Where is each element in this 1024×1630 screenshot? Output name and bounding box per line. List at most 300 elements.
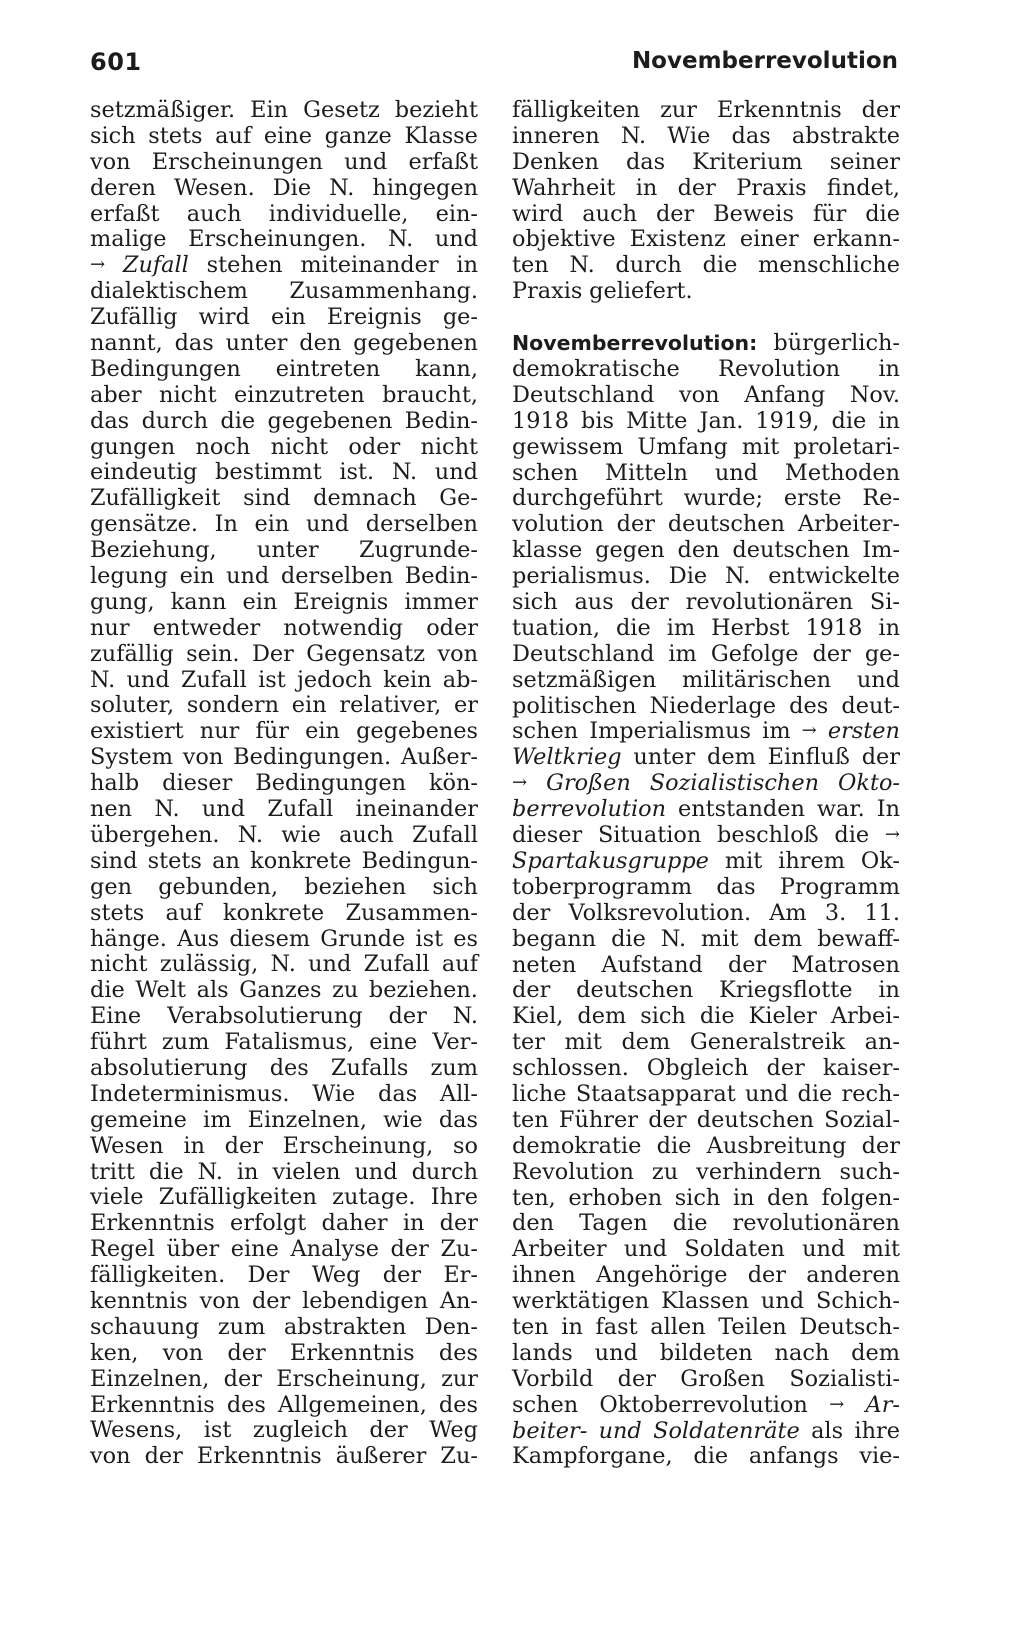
word: Re- xyxy=(862,485,900,512)
word: ein xyxy=(305,718,340,745)
text-line xyxy=(90,98,478,124)
cross-reference-term: Zufall xyxy=(122,252,189,279)
word: an- xyxy=(864,1029,900,1056)
text-line xyxy=(90,642,478,668)
word: 1918 xyxy=(805,614,863,641)
word: und xyxy=(126,666,170,693)
word: malige xyxy=(90,226,167,253)
text-line xyxy=(90,952,478,978)
word: Im- xyxy=(862,537,900,564)
word: Analyse xyxy=(290,1236,379,1263)
word: durchgeführt xyxy=(512,485,663,512)
word: die xyxy=(834,822,870,849)
text-line xyxy=(90,849,478,875)
word: zutage. xyxy=(332,1184,416,1211)
word: eine xyxy=(230,1236,279,1263)
cross-reference-arrow-icon: → xyxy=(90,254,106,276)
word: In xyxy=(214,511,238,538)
text-line xyxy=(90,357,478,383)
word: schlossen. xyxy=(512,1055,629,1082)
word: ist xyxy=(415,925,444,952)
word: Wesen xyxy=(90,1132,164,1159)
word: im xyxy=(666,614,696,641)
word: mit xyxy=(564,1029,602,1056)
word: gegebenen xyxy=(267,407,393,434)
word: sich xyxy=(674,1184,721,1211)
word: in xyxy=(878,356,900,383)
word: Herbst xyxy=(711,614,790,641)
word: zulässig, xyxy=(159,951,259,978)
word: und xyxy=(201,796,246,823)
word: auf xyxy=(441,951,478,978)
word: kenntnis xyxy=(90,1287,188,1314)
word: Schich- xyxy=(816,1288,900,1315)
word: äußerer xyxy=(335,1443,427,1470)
word: Arbeiter xyxy=(512,1236,607,1263)
word: nannt, xyxy=(90,330,163,357)
word: Ein xyxy=(250,97,289,123)
word: Arbei- xyxy=(830,1003,900,1030)
text-line xyxy=(90,202,478,228)
text-line xyxy=(90,435,478,461)
word: Sozial- xyxy=(824,1106,900,1133)
word: politischen xyxy=(512,692,637,719)
word: Erscheinung, xyxy=(276,1365,427,1392)
word: die xyxy=(797,1080,833,1107)
word: tritt xyxy=(90,1158,135,1185)
word: schen xyxy=(512,1391,579,1418)
text-line xyxy=(90,745,478,771)
word: nicht xyxy=(90,951,148,978)
word: gegebenes xyxy=(356,718,478,745)
word: ein xyxy=(254,511,290,538)
word: für xyxy=(812,200,847,227)
cross-reference-term: Ar- xyxy=(865,1391,900,1418)
word: der xyxy=(224,1132,263,1159)
word: wird xyxy=(512,200,564,227)
word: Am xyxy=(769,899,807,926)
word: dieser xyxy=(162,770,233,797)
word: Erkenntnis xyxy=(90,1210,215,1237)
word: Generalstreik xyxy=(689,1029,846,1056)
word: hingegen xyxy=(372,174,478,201)
word: Wie xyxy=(312,1080,356,1107)
word: er xyxy=(454,692,478,719)
word: das xyxy=(438,1106,478,1133)
cross-reference-arrow-icon: → xyxy=(829,1393,845,1415)
word: Großen xyxy=(680,1365,765,1392)
text-line xyxy=(512,1082,900,1108)
text-line xyxy=(512,823,900,849)
word: Sozialisti- xyxy=(789,1365,900,1392)
word: es xyxy=(453,925,478,952)
word: demokratische xyxy=(512,356,680,383)
word: in xyxy=(402,1210,425,1237)
word: der xyxy=(251,1287,291,1314)
word: auf xyxy=(165,899,202,926)
text-line xyxy=(512,564,900,590)
word: Gesetz xyxy=(303,97,380,123)
word: derselben xyxy=(365,511,478,538)
text-line xyxy=(90,1418,478,1444)
word: bezieht xyxy=(394,97,478,123)
word: der xyxy=(512,977,551,1004)
word: eine xyxy=(369,1029,418,1056)
word: zum xyxy=(430,1054,478,1081)
text-line xyxy=(512,1393,900,1419)
word: kaiser- xyxy=(822,1055,900,1082)
word: erfaßt xyxy=(408,148,478,175)
word: N. xyxy=(154,796,180,823)
word: Verabsolutierung xyxy=(167,1003,363,1030)
word: schen xyxy=(512,459,579,486)
word: nur xyxy=(199,718,240,745)
word: N. xyxy=(197,1158,223,1185)
word: 1918 xyxy=(512,407,569,434)
text-line xyxy=(512,875,900,901)
word: gung, xyxy=(90,588,155,615)
word: und xyxy=(434,459,478,486)
word: N. xyxy=(90,666,116,693)
word: gemeine xyxy=(90,1106,187,1133)
text-line xyxy=(512,1056,900,1082)
word: die xyxy=(611,925,646,952)
word: und xyxy=(760,1288,805,1315)
word: und xyxy=(802,1236,846,1263)
text-line xyxy=(90,875,478,901)
word: 1919, xyxy=(755,407,820,434)
text-line xyxy=(512,383,900,409)
word: ganze xyxy=(324,122,392,149)
word: sich xyxy=(640,1003,686,1030)
word: Imperialismus xyxy=(589,718,752,745)
word: demokratie xyxy=(512,1132,642,1159)
word: vie- xyxy=(859,1443,900,1470)
cross-reference-term: Großen xyxy=(546,770,631,797)
word: Kriegsflotte xyxy=(719,977,853,1004)
word: der xyxy=(648,1106,687,1133)
word: Soldaten xyxy=(684,1236,785,1263)
word: und xyxy=(856,666,900,693)
word: den xyxy=(766,1184,809,1211)
text-line xyxy=(512,227,900,253)
word: nach xyxy=(774,1339,830,1366)
word: Deutsch- xyxy=(799,1313,900,1340)
word: ge- xyxy=(864,640,900,667)
paragraph-gap xyxy=(512,305,900,331)
continuation-paragraph xyxy=(512,98,900,305)
word: der xyxy=(727,951,767,978)
word: ten xyxy=(512,1313,549,1340)
text-line xyxy=(512,124,900,150)
word: nicht xyxy=(420,433,478,460)
word: N. xyxy=(387,226,414,253)
word: Wie xyxy=(667,122,711,149)
text-line xyxy=(90,1341,478,1367)
word: zur xyxy=(441,1365,478,1392)
word: Bedingungen xyxy=(90,355,241,382)
word: in xyxy=(878,407,900,434)
word: setzmäßiger. xyxy=(90,97,236,123)
word: All- xyxy=(439,1080,478,1107)
word: gensätze. xyxy=(90,511,199,538)
text-line xyxy=(90,1160,478,1186)
entry-novemberrevolution xyxy=(512,331,900,1470)
word: Oktoberrevolution xyxy=(599,1391,808,1418)
word: geliefert. xyxy=(589,278,693,305)
word: gebunden, xyxy=(158,873,279,900)
word: Erkenntnis xyxy=(716,97,842,123)
text-line xyxy=(90,797,478,823)
word: N. xyxy=(237,821,264,848)
word: das xyxy=(378,1080,418,1107)
text-line xyxy=(90,1289,478,1315)
word: Erkenntnis xyxy=(90,1391,215,1418)
word: im xyxy=(762,718,791,745)
word: notwendig xyxy=(283,614,403,641)
word: die xyxy=(220,407,256,434)
word: Der xyxy=(251,640,294,667)
word: Situation xyxy=(597,822,702,849)
word: deutschen xyxy=(576,977,694,1004)
word: Nov. xyxy=(849,381,900,408)
word: Volksrevolution. xyxy=(568,899,752,926)
word: braucht, xyxy=(382,381,478,408)
word: allen xyxy=(650,1313,706,1340)
text-line xyxy=(90,124,478,150)
word: begann xyxy=(512,925,597,952)
word: beschloß xyxy=(717,822,819,849)
word: stets xyxy=(148,122,203,149)
word: inneren xyxy=(512,122,600,149)
word: die xyxy=(90,977,125,1004)
word: Ganzes xyxy=(239,977,322,1004)
word: mit xyxy=(701,925,739,952)
text-line xyxy=(512,1186,900,1212)
word: diesem xyxy=(229,925,311,952)
word: existiert xyxy=(90,718,184,745)
text-line xyxy=(90,383,478,409)
word: in xyxy=(183,1132,205,1159)
word: der xyxy=(439,1210,478,1237)
word: wurde; xyxy=(683,485,764,512)
text-line xyxy=(90,901,478,927)
text-line xyxy=(90,512,478,538)
word: vielen xyxy=(272,1158,341,1185)
text-line xyxy=(512,745,900,771)
text-line xyxy=(90,590,478,616)
word: ineinander xyxy=(355,796,478,823)
word: die xyxy=(672,1210,708,1237)
word: auch xyxy=(339,821,394,848)
word: der xyxy=(655,200,695,227)
word: zur xyxy=(660,97,697,123)
word: Wesens, xyxy=(90,1417,183,1444)
word: ein xyxy=(270,304,306,331)
word: anfangs xyxy=(748,1443,839,1470)
word: und xyxy=(623,1236,668,1263)
word: Bedin- xyxy=(404,407,478,434)
word: Obgleich xyxy=(646,1055,749,1082)
word: deut- xyxy=(841,692,900,719)
word: unter xyxy=(633,744,696,771)
word: nur xyxy=(90,614,130,641)
word: perialismus. xyxy=(512,563,651,590)
text-line xyxy=(512,953,900,979)
word: derselben xyxy=(280,563,394,590)
word: konkrete xyxy=(222,899,325,926)
word: immer xyxy=(404,588,478,615)
word: zu xyxy=(651,1158,679,1185)
cross-reference-term: Weltkrieg xyxy=(512,744,622,771)
text-line xyxy=(512,694,900,720)
word: Zufälligkeit xyxy=(90,485,221,512)
word: gungen xyxy=(90,433,176,460)
word: volution xyxy=(512,511,604,538)
word: ihnen xyxy=(512,1262,576,1289)
word: findet, xyxy=(826,174,900,201)
word: entweder xyxy=(152,614,261,641)
word: der xyxy=(369,1417,408,1444)
word: unter xyxy=(256,537,319,564)
cross-reference-term: ersten xyxy=(827,718,900,745)
word: sich xyxy=(90,122,136,149)
text-line xyxy=(90,771,478,797)
word: das xyxy=(174,330,214,357)
word: Ihre xyxy=(430,1184,478,1211)
word: wird xyxy=(198,304,250,331)
cross-reference-term: und xyxy=(598,1417,642,1444)
word: zu xyxy=(332,977,359,1004)
word: durch xyxy=(615,252,682,279)
word: dialektischem xyxy=(90,278,248,305)
text-line xyxy=(90,693,478,719)
word: Einzelnen, xyxy=(90,1365,210,1392)
word: der xyxy=(861,1132,900,1159)
word: gewissem xyxy=(512,433,624,460)
word: 3. xyxy=(824,899,847,926)
word: Zufall xyxy=(180,666,247,693)
word: wie xyxy=(281,821,321,848)
word: Beziehung, xyxy=(90,537,217,564)
word: Deutschland xyxy=(512,640,655,667)
text-line xyxy=(512,202,900,228)
text-line xyxy=(512,331,900,357)
text-line xyxy=(90,668,478,694)
text-line xyxy=(512,176,900,202)
word: bestimmt xyxy=(215,459,322,486)
text-line xyxy=(512,616,900,642)
word: Bedingungen xyxy=(255,770,407,797)
word: Ereignis xyxy=(293,588,389,615)
word: von xyxy=(182,744,224,771)
word: Kieler xyxy=(748,1003,817,1030)
word: über xyxy=(166,1236,220,1263)
text-line xyxy=(512,1004,900,1030)
word: und xyxy=(344,148,388,175)
word: Kriterium xyxy=(692,148,803,175)
word: der xyxy=(677,174,716,201)
word: Welt xyxy=(135,977,186,1004)
word: deutschen xyxy=(667,511,785,538)
word: objektive xyxy=(512,226,616,253)
text-line xyxy=(90,1082,478,1108)
word: den xyxy=(299,330,342,357)
word: Einfluß xyxy=(767,744,850,771)
word: des xyxy=(438,1391,478,1418)
text-line xyxy=(90,176,478,202)
word: der xyxy=(382,1262,422,1289)
word: ein xyxy=(291,692,327,719)
running-head: Novemberrevolution xyxy=(631,48,898,74)
word: in xyxy=(732,1184,755,1211)
word: mit xyxy=(741,433,780,460)
word: entwickelte xyxy=(768,563,900,590)
word: der xyxy=(747,1262,787,1289)
word: rech- xyxy=(841,1080,900,1107)
word: N. xyxy=(725,563,751,590)
word: Angehörige xyxy=(595,1262,728,1289)
word: ge- xyxy=(442,304,478,331)
text-line xyxy=(512,797,900,823)
word: als xyxy=(196,977,229,1004)
word: der xyxy=(630,589,669,616)
text-line xyxy=(90,564,478,590)
word: Regel xyxy=(90,1236,155,1263)
word: Ver- xyxy=(432,1029,478,1056)
word: Matrosen xyxy=(791,951,900,978)
word: Beweis xyxy=(713,200,794,227)
text-line xyxy=(90,305,478,331)
word: Indeterminismus. xyxy=(90,1080,290,1107)
word: Zufall xyxy=(412,821,478,848)
word: halb xyxy=(90,770,140,797)
word: und xyxy=(354,1158,398,1185)
text-line xyxy=(90,331,478,357)
word: der xyxy=(766,1055,805,1082)
word: System xyxy=(90,744,173,771)
text-line xyxy=(512,771,900,797)
word: revolutionären xyxy=(732,1210,900,1237)
word: Bedingun- xyxy=(361,847,478,874)
word: An- xyxy=(439,1287,478,1314)
word: von xyxy=(162,1339,204,1366)
word: Erscheinungen. xyxy=(188,226,367,253)
word: der xyxy=(861,97,900,123)
word: hänge. xyxy=(90,925,167,952)
word: Ausbreitung xyxy=(706,1132,847,1159)
word: und xyxy=(745,1080,789,1107)
word: dem xyxy=(753,925,803,952)
word: ist xyxy=(203,1417,232,1444)
cross-reference-arrow-icon: → xyxy=(512,772,528,794)
word: ihre xyxy=(854,1417,900,1444)
word: und xyxy=(594,1339,638,1366)
word: bis xyxy=(581,407,615,434)
text-line xyxy=(512,642,900,668)
word: ein xyxy=(179,563,215,590)
word: kann, xyxy=(415,355,478,382)
word: Den- xyxy=(424,1313,478,1340)
word: unter xyxy=(225,330,288,357)
word: der xyxy=(617,1365,656,1392)
word: mit xyxy=(724,847,763,874)
word: sich xyxy=(432,873,478,900)
word: Außer- xyxy=(400,744,478,771)
entry-headword: Novemberrevolution: xyxy=(512,331,758,356)
word: ist. xyxy=(339,459,375,486)
word: N. xyxy=(391,459,418,486)
